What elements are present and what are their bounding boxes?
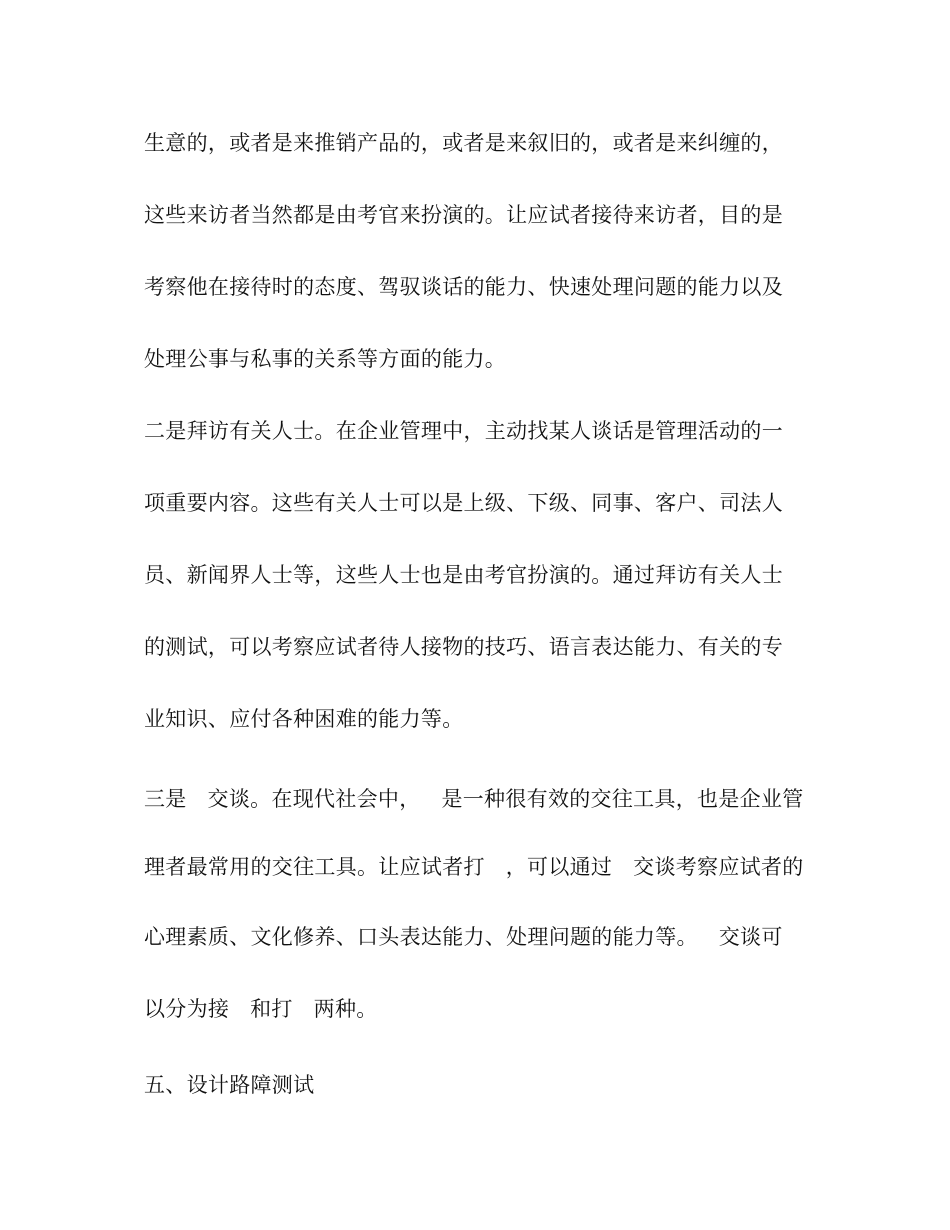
paragraph-line: 业知识、应付各种困难的能力等。 xyxy=(144,707,464,731)
paragraph-line: 生意的，或者是来推销产品的，或者是来叙旧的，或者是来纠缠的， xyxy=(144,131,783,155)
paragraph-line: 以分为接 和打 两种。 xyxy=(144,997,378,1021)
paragraph-line: 项重要内容。这些有关人士可以是上级、下级、同事、客户、司法人 xyxy=(144,491,783,515)
section-heading: 五、设计路障测试 xyxy=(144,1073,315,1097)
paragraph-line: 员、新闻界人士等，这些人士也是由考官扮演的。通过拜访有关人士 xyxy=(144,563,783,587)
paragraph-line: 三是 交谈。在现代社会中， 是一种很有效的交往工具，也是企业管 xyxy=(144,787,804,811)
paragraph-line: 心理素质、文化修养、口头表达能力、处理问题的能力等。 交谈可 xyxy=(144,925,783,949)
paragraph-line: 这些来访者当然都是由考官来扮演的。让应试者接待来访者，目的是 xyxy=(144,203,783,227)
paragraph-line: 理者最常用的交往工具。让应试者打 ，可以通过 交谈考察应试者的 xyxy=(144,855,804,879)
paragraph-line: 考察他在接待时的态度、驾驭谈话的能力、快速处理问题的能力以及 xyxy=(144,275,783,299)
paragraph-line: 二是拜访有关人士。在企业管理中，主动找某人谈话是管理活动的一 xyxy=(144,419,783,443)
paragraph-line: 的测试，可以考察应试者待人接物的技巧、语言表达能力、有关的专 xyxy=(144,635,783,659)
paragraph-line: 处理公事与私事的关系等方面的能力。 xyxy=(144,347,507,371)
